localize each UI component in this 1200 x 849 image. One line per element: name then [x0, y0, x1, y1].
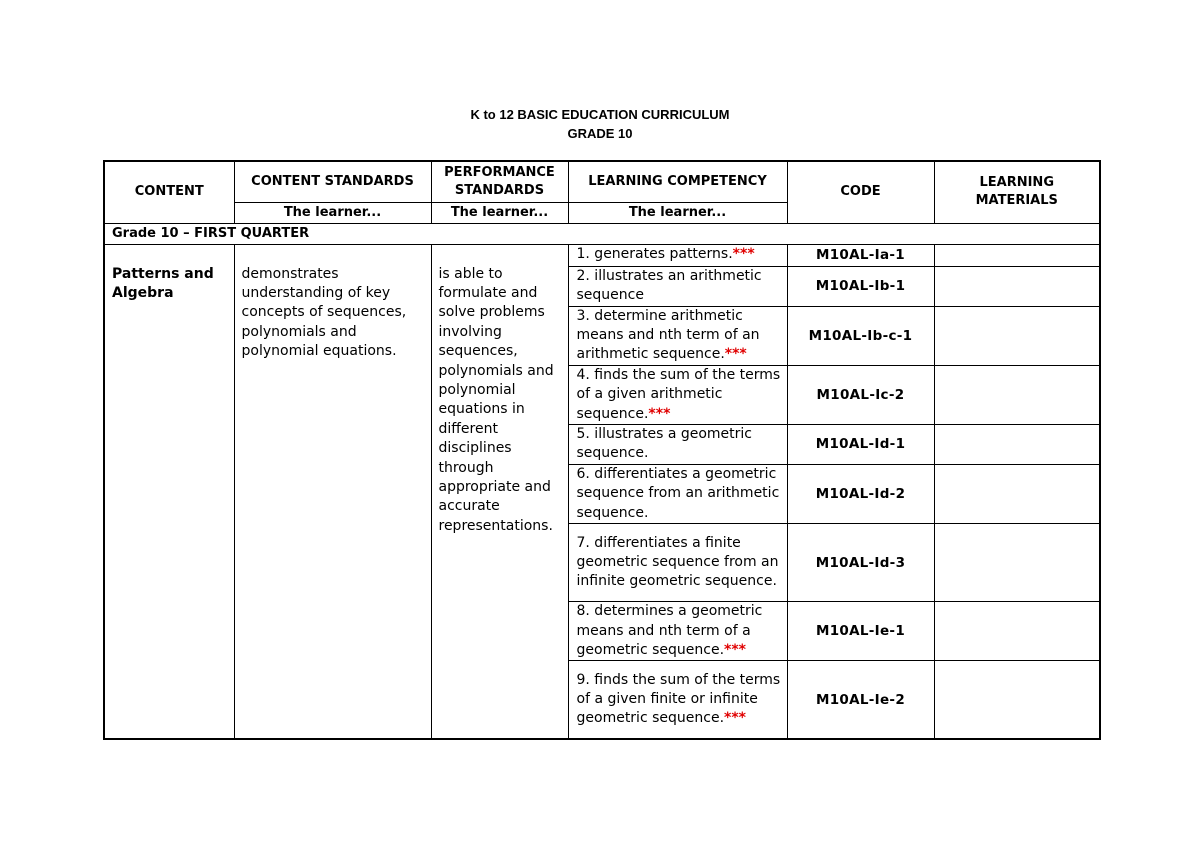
title-line-2: GRADE 10	[567, 126, 633, 141]
competency-code: M10AL-Id-1	[787, 424, 934, 464]
learning-materials-cell	[934, 424, 1100, 464]
competency-label: 1. generates patterns.	[576, 246, 733, 263]
content-standard: demonstrates understanding of key concepts of sequences, polynomials and polynomial equations.	[234, 244, 431, 739]
competency-label: 5. illustrates a geometric sequence.	[576, 426, 752, 462]
priority-mark: ***	[724, 641, 746, 658]
priority-mark: ***	[648, 405, 671, 422]
competency-code: M10AL-Ic-2	[787, 365, 934, 424]
priority-mark: ***	[724, 346, 747, 363]
competency-label: 3. determine arithmetic means and nth term of an arithmetic sequence.	[576, 307, 760, 363]
competency-label: 2. illustrates an arithmetic sequence	[576, 267, 762, 303]
competency-code: M10AL-Ia-1	[787, 244, 934, 266]
header-learning-competency: LEARNING COMPETENCY	[568, 161, 787, 202]
header-code: CODE	[787, 161, 934, 223]
competency-code: M10AL-Id-2	[787, 464, 934, 523]
competency-text	[568, 365, 787, 424]
learner-label-learning-competency: The learner...	[568, 202, 787, 223]
competency-text	[568, 244, 787, 266]
page-title	[0, 105, 1200, 143]
title-line-1: K to 12 BASIC EDUCATION CURRICULUM	[470, 107, 730, 122]
competency-code: M10AL-Id-3	[787, 524, 934, 602]
learning-materials-cell	[934, 464, 1100, 523]
learning-materials-cell	[934, 266, 1100, 306]
competency-text	[568, 266, 787, 306]
priority-mark: ***	[732, 246, 755, 263]
competency-text	[568, 661, 787, 739]
learner-label-content-standards: The learner...	[234, 202, 431, 223]
header-learning-materials: LEARNING MATERIALS	[934, 161, 1100, 223]
content-topic: Patterns and Algebra	[104, 244, 234, 739]
competency-label: 9. finds the sum of the terms of a given finite or infinite geometric sequence.	[576, 671, 781, 727]
competency-code: M10AL-Ib-1	[787, 266, 934, 306]
priority-mark: ***	[724, 710, 746, 727]
competency-code: M10AL-Ie-1	[787, 602, 934, 661]
curriculum-table	[103, 160, 1101, 740]
learning-materials-cell	[934, 661, 1100, 739]
competency-label: 6. differentiates a geometric sequence from an arithmetic sequence.	[576, 465, 780, 521]
header-content: CONTENT	[104, 161, 234, 223]
competency-text	[568, 524, 787, 602]
performance-standard: is able to formulate and solve problems involving sequences, polynomials and polynomial equations in different disciplines through appropriate and accurate representations.	[431, 244, 568, 739]
competency-label: 8. determines a geometric means and nth term of a geometric sequence.	[576, 603, 763, 658]
competency-code: M10AL-Ib-c-1	[787, 306, 934, 365]
header-row	[104, 161, 1100, 202]
competency-text	[568, 306, 787, 365]
quarter-label: Grade 10 – FIRST QUARTER	[104, 223, 1100, 244]
learner-label-performance-standards: The learner...	[431, 202, 568, 223]
header-content-standards: CONTENT STANDARDS	[234, 161, 431, 202]
competency-code: M10AL-Ie-2	[787, 661, 934, 739]
competency-label: 4. finds the sum of the terms of a given arithmetic sequence.	[576, 366, 781, 422]
competency-text	[568, 424, 787, 464]
learning-materials-cell	[934, 244, 1100, 266]
learning-materials-cell	[934, 306, 1100, 365]
learning-materials-cell	[934, 602, 1100, 661]
quarter-row	[104, 223, 1100, 244]
header-performance-standards: PERFORMANCE STANDARDS	[431, 161, 568, 202]
learning-materials-cell	[934, 524, 1100, 602]
learning-materials-cell	[934, 365, 1100, 424]
competency-row	[104, 244, 1100, 266]
competency-text	[568, 464, 787, 523]
competency-text	[568, 602, 787, 661]
competency-label: 7. differentiates a finite geometric sequence from an infinite geometric sequence.	[576, 534, 779, 590]
